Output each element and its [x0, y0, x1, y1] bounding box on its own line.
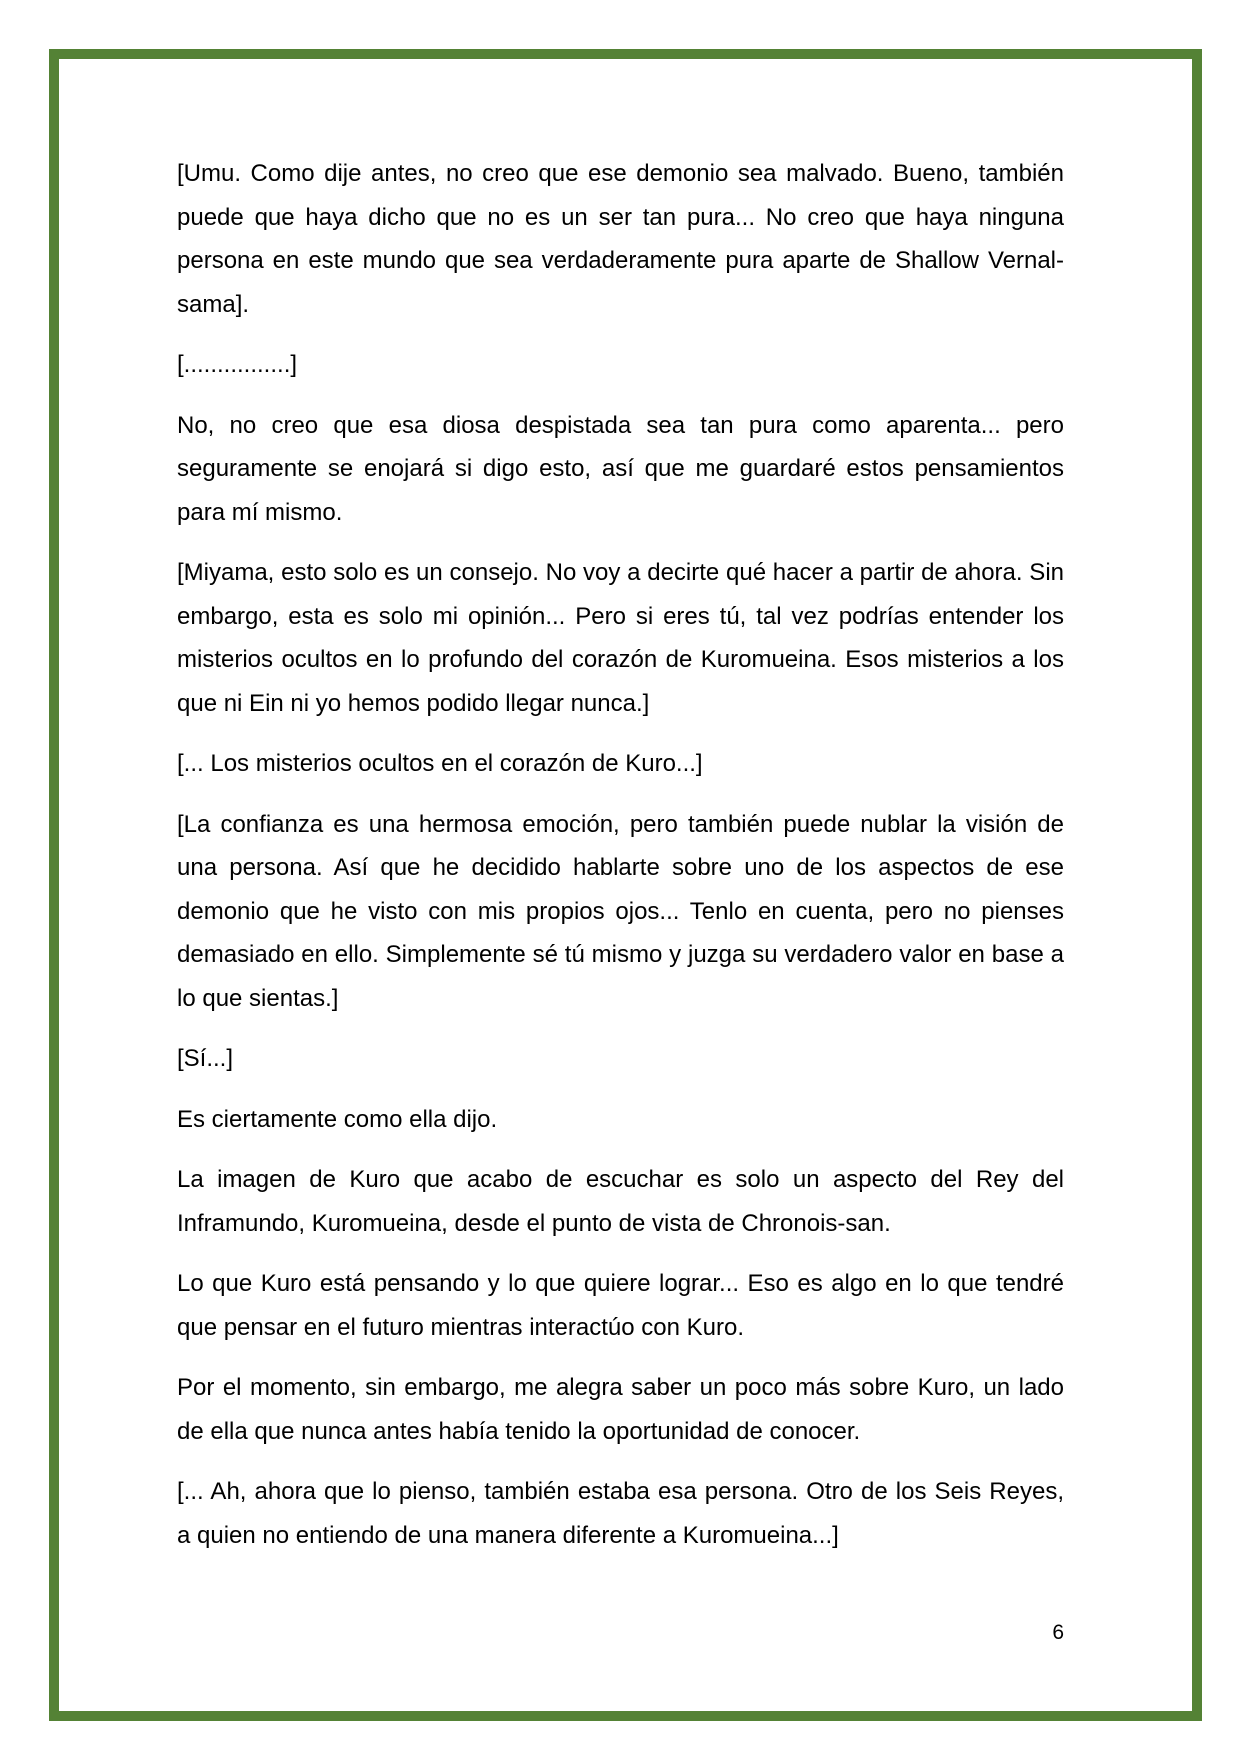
paragraph: [... Los misterios ocultos en el corazón de Kuro...] — [177, 750, 703, 777]
document-body — [177, 152, 1064, 1574]
paragraph: [Sí...] — [177, 1045, 234, 1072]
paragraph: La imagen de Kuro que acabo de escuchar es solo un aspecto del Rey del Inframundo, Kuromueina, desde el punto de vista de Chronois-san. — [177, 1166, 1064, 1237]
paragraph: No, no creo que esa diosa despistada sea tan pura como aparenta... pero seguramente se enojará si digo esto, así que me guardaré estos pensamientos para mí mismo. — [177, 411, 1064, 526]
paragraph: Por el momento, sin embargo, me alegra saber un poco más sobre Kuro, un lado de ella que nunca antes había tenido la oportunidad de conocer. — [177, 1374, 1064, 1445]
paragraph: [Miyama, esto solo es un consejo. No voy a decirte qué hacer a partir de ahora. Sin embargo, esta es solo mi opinión... Pero si eres tú, tal vez podrías entender los misterios ocultos en lo profundo del corazón de Kuromueina. Esos misterios a los que ni Ein ni yo hemos podido llegar nunca.] — [177, 559, 1064, 717]
paragraph: [................] — [177, 351, 298, 378]
paragraph: [La confianza es una hermosa emoción, pero también puede nublar la visión de una persona. Así que he decidido hablarte sobre uno de los aspectos de ese demonio que he visto con mis propios ojos... Tenlo en cuenta, pero no pienses demasiado en ello. Simplemente sé tú mismo y juzga su verdadero valor en base a lo que sientas.] — [177, 810, 1064, 1012]
page-number: 6 — [1052, 1621, 1064, 1644]
paragraph: [... Ah, ahora que lo pienso, también estaba esa persona. Otro de los Seis Reyes, a quien no entiendo de una manera diferente a Kuromueina...] — [177, 1478, 1064, 1549]
paragraph: Es ciertamente como ella dijo. — [177, 1105, 498, 1133]
paragraph: [Umu. Como dije antes, no creo que ese demonio sea malvado. Bueno, también puede que haya dicho que no es un ser tan pura... No creo que haya ninguna persona en este mundo que sea verdaderamente pura aparte de Shallow Vernal-sama]. — [177, 160, 1064, 318]
paragraph: Lo que Kuro está pensando y lo que quiere lograr... Eso es algo en lo que tendré que pensar en el futuro mientras interactúo con Kuro. — [177, 1270, 1064, 1341]
